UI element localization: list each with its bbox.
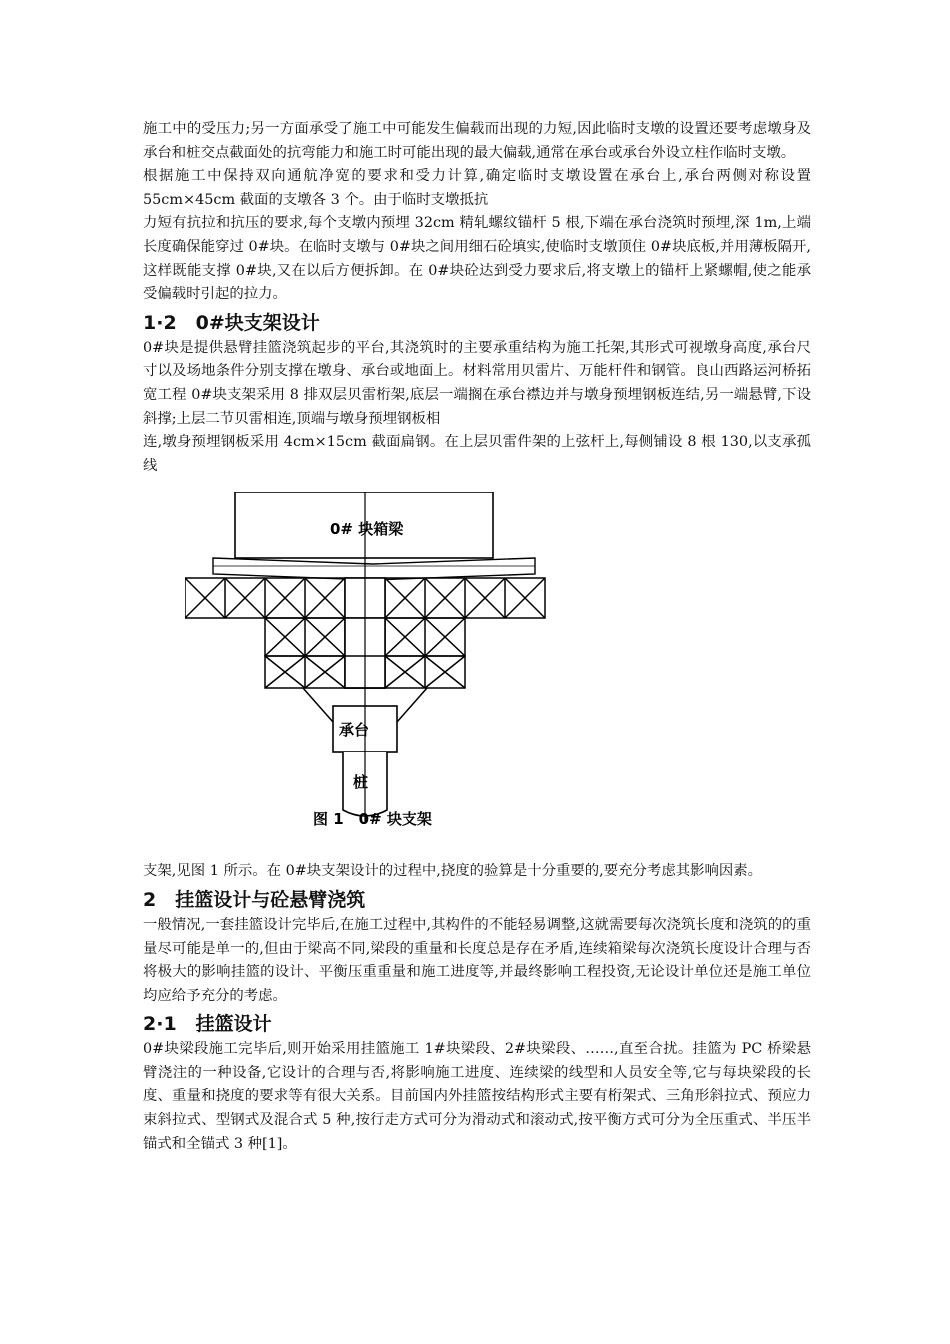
box-girder-label: 0# 块箱梁 (330, 520, 404, 539)
paragraph-hanging-basket-design: 0#块梁段施工完毕后,则开始采用挂篮施工 1#块梁段、2#块梁段、……,直至合扰。挂篮为 PC 桥梁悬臂浇注的一种设备,它设计的合理与否,将影响施工进度、连续梁的线型和人员安全等,它与每块梁段的长度、重量和挠度的要求等有很大关系。目前国内外挂篮按结构形式主要有桁架式、三角形斜拉式、预应力束斜拉式、型钢式及混合式 5 种,按行走方式可分为滑动式和滚动式,按平衡方式可分为全压重式、半压半锚式和全锚式 3 种[1]。 (143, 1041, 811, 1152)
paragraph-temporary-pier-force: 施工中的受压力;另一方面承受了施工中可能发生偏载而出现的力短,因此临时支墩的设置还要考虑墩身及承台和桩交点截面处的抗弯能力和施工时可能出现的最大偏载,通常在承台或承台外设立柱作临时支墩。 (143, 121, 811, 161)
heading-1-2: 1·2 0#块支架设计 (143, 311, 320, 334)
heading-2-1: 2·1 挂篮设计 (143, 1013, 272, 1036)
document-page (143, 118, 811, 1156)
paragraph-bracket-steel: 连,墩身预埋钢板采用 4cm×15cm 截面扁钢。在上层贝雷件架的上弦杆上,每侧铺设 8 根 130,以支承孤线 (143, 434, 811, 474)
heading-2: 2 挂篮设计与砼悬臂浇筑 (143, 888, 366, 911)
pile-label: 桩 (353, 773, 369, 792)
bracket-diagram (185, 492, 565, 832)
paragraph-temporary-pier-setting: 根据施工中保持双向通航净宽的要求和受力计算,确定临时支墩设置在承台上,承台两侧对称设置 55cm×45cm 截面的支墩各 3 个。由于临时支墩抵抗 (143, 168, 811, 208)
figure-1 (143, 484, 811, 854)
paragraph-anchor-rods: 力短有抗拉和抗压的要求,每个支墩内预埋 32cm 精轧螺纹锚杆 5 根,下端在承台浇筑时预埋,深 1m,上端长度确保能穿过 0#块。在临时支墩与 0#块之间用细石砼填实,使临时支墩顶住 0#块底板,并用薄板隔开,这样既能支撑 0#块,又在以后方便拆卸。在 0#块砼达到受力要求后,将支墩上的锚杆上紧螺帽,使之能承受偏载时引起的拉力。 (143, 215, 811, 303)
paragraph-bracket-intro: 0#块是提供悬臂挂篮浇筑起步的平台,其浇筑时的主要承重结构为施工托架,其形式可视墩身高度,承台尺寸以及场地条件分别支撑在墩身、承台或地面上。材料常用贝雷片、万能杆件和钢管。良山西路运河桥拓宽工程 0#块支架采用 8 排双层贝雷桁架,底层一端搁在承台襟边并与墩身预埋钢板连结,另一端悬臂,下设斜撑;上层二节贝雷相连,顶端与墩身预埋钢板相 (143, 339, 811, 427)
camber-beam (213, 558, 535, 580)
figure-caption: 图 1 0# 块支架 (313, 810, 432, 829)
paragraph-hanging-basket-general: 一般情况,一套挂篮设计完毕后,在施工过程中,其构件的不能轻易调整,这就需要每次浇筑长度和浇筑的的重量尽可能是单一的,但由于梁高不同,梁段的重量和长度总是存在矛盾,连续箱梁每次浇筑长度设计合理与否将极大的影响挂篮的设计、平衡压重重量和施工进度等,并最终影响工程投资,无论设计单位还是施工单位均应给予充分的考虑。 (143, 916, 811, 1004)
paragraph-figure-ref: 支架,见图 1 所示。在 0#块支架设计的过程中,挠度的验算是十分重要的,要充分考虑其影响因素。 (143, 863, 763, 880)
cap-label: 承台 (339, 721, 370, 740)
